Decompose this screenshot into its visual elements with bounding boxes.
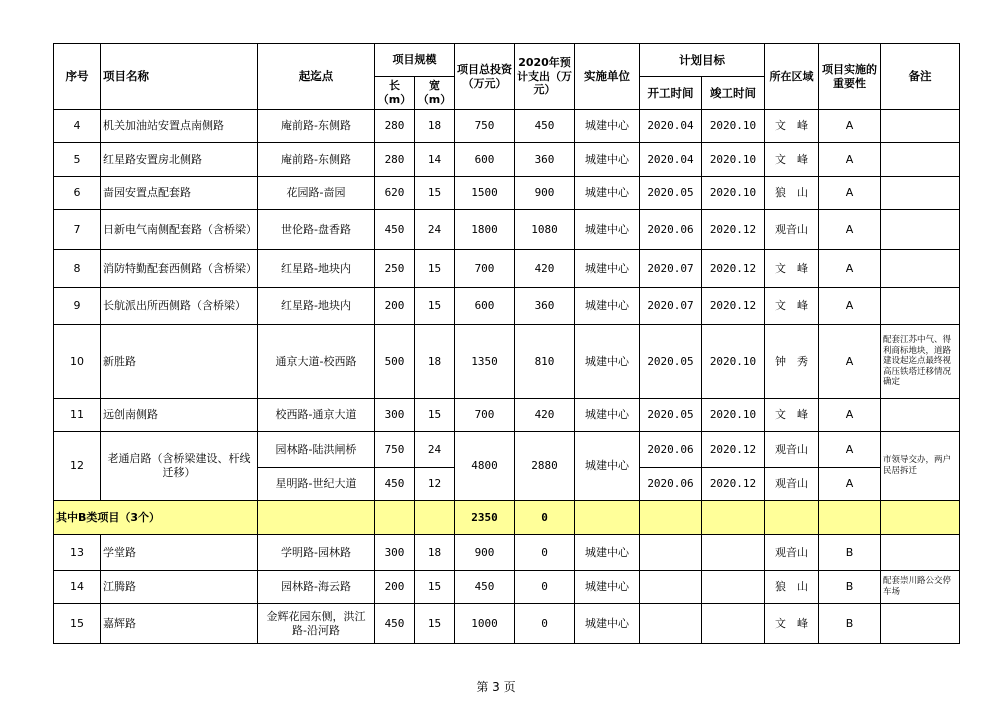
cell-empty	[375, 501, 415, 535]
cell-route: 庵前路-东侧路	[258, 110, 375, 143]
table-row	[54, 604, 960, 644]
cell-investment: 600	[455, 143, 515, 177]
cell-unit: 城建中心	[575, 399, 640, 432]
cell-end: 2020.10	[702, 143, 765, 177]
cell-route: 红星路-地块内	[258, 250, 375, 288]
cell-end: 2020.10	[702, 399, 765, 432]
cell-importance: B	[819, 571, 881, 604]
cell-unit: 城建中心	[575, 325, 640, 399]
cell-area: 观音山	[765, 210, 819, 250]
cell-width: 24	[415, 432, 455, 468]
cell-remark	[881, 288, 960, 325]
table-row	[54, 399, 960, 432]
header-length: 长（m）	[375, 77, 415, 110]
cell-route: 庵前路-东侧路	[258, 143, 375, 177]
header-plan: 计划目标	[640, 44, 765, 77]
subtotal-label: 其中B类项目（3个）	[54, 501, 258, 535]
cell-area: 文 峰	[765, 399, 819, 432]
cell-seq: 10	[54, 325, 101, 399]
cell-unit: 城建中心	[575, 143, 640, 177]
cell-width: 18	[415, 535, 455, 571]
cell-route: 金辉花园东侧，洪江路-沿河路	[258, 604, 375, 644]
table-row	[54, 177, 960, 210]
header-expense: 2020年预计支出（万元）	[515, 44, 575, 110]
cell-length: 450	[375, 210, 415, 250]
table-row	[54, 210, 960, 250]
cell-investment: 900	[455, 535, 515, 571]
cell-area: 文 峰	[765, 110, 819, 143]
cell-area: 狼 山	[765, 571, 819, 604]
cell-unit: 城建中心	[575, 110, 640, 143]
cell-remark: 市领导交办，两户民居拆迁	[881, 432, 960, 501]
cell-investment: 750	[455, 110, 515, 143]
cell-length: 300	[375, 399, 415, 432]
cell-width: 18	[415, 110, 455, 143]
table-row	[54, 250, 960, 288]
cell-remark	[881, 604, 960, 644]
cell-importance: B	[819, 535, 881, 571]
cell-investment: 4800	[455, 432, 515, 501]
cell-seq: 14	[54, 571, 101, 604]
cell-seq: 4	[54, 110, 101, 143]
table-row	[54, 571, 960, 604]
cell-empty	[415, 501, 455, 535]
cell-width: 15	[415, 250, 455, 288]
cell-name: 嘉辉路	[101, 604, 258, 644]
cell-start: 2020.05	[640, 177, 702, 210]
table-row	[54, 143, 960, 177]
cell-length: 280	[375, 143, 415, 177]
header-route: 起迄点	[258, 44, 375, 110]
cell-start: 2020.05	[640, 325, 702, 399]
cell-remark: 配套江苏中气、得利商标地块，道路建设起迄点最终视高压铁塔迁移情况确定	[881, 325, 960, 399]
cell-start: 2020.04	[640, 110, 702, 143]
cell-investment: 600	[455, 288, 515, 325]
cell-seq: 11	[54, 399, 101, 432]
cell-remark	[881, 210, 960, 250]
cell-name: 江腾路	[101, 571, 258, 604]
cell-area: 观音山	[765, 432, 819, 468]
cell-seq: 8	[54, 250, 101, 288]
cell-route: 通京大道-校西路	[258, 325, 375, 399]
cell-area: 观音山	[765, 468, 819, 501]
cell-route: 星明路-世纪大道	[258, 468, 375, 501]
cell-start	[640, 604, 702, 644]
cell-start: 2020.06	[640, 432, 702, 468]
cell-importance: A	[819, 177, 881, 210]
cell-end: 2020.10	[702, 110, 765, 143]
cell-end: 2020.10	[702, 177, 765, 210]
cell-seq: 12	[54, 432, 101, 501]
cell-length: 280	[375, 110, 415, 143]
cell-importance: A	[819, 210, 881, 250]
cell-seq: 7	[54, 210, 101, 250]
cell-empty	[881, 501, 960, 535]
cell-expense: 810	[515, 325, 575, 399]
header-width: 宽（m）	[415, 77, 455, 110]
cell-name: 新胜路	[101, 325, 258, 399]
cell-expense: 900	[515, 177, 575, 210]
cell-route: 园林路-海云路	[258, 571, 375, 604]
cell-length: 300	[375, 535, 415, 571]
cell-empty	[765, 501, 819, 535]
cell-end	[702, 571, 765, 604]
cell-expense: 360	[515, 288, 575, 325]
cell-length: 750	[375, 432, 415, 468]
cell-end	[702, 535, 765, 571]
cell-length: 450	[375, 604, 415, 644]
cell-expense: 420	[515, 399, 575, 432]
project-table	[53, 43, 960, 644]
subtotal-expense: 0	[515, 501, 575, 535]
cell-remark	[881, 399, 960, 432]
cell-unit: 城建中心	[575, 250, 640, 288]
table-row	[54, 325, 960, 399]
cell-investment: 1000	[455, 604, 515, 644]
header-end: 竣工时间	[702, 77, 765, 110]
cell-unit: 城建中心	[575, 571, 640, 604]
cell-importance: B	[819, 604, 881, 644]
cell-start: 2020.07	[640, 250, 702, 288]
cell-importance: A	[819, 250, 881, 288]
cell-seq: 13	[54, 535, 101, 571]
cell-length: 500	[375, 325, 415, 399]
cell-name: 学堂路	[101, 535, 258, 571]
cell-expense: 360	[515, 143, 575, 177]
cell-length: 450	[375, 468, 415, 501]
cell-expense: 420	[515, 250, 575, 288]
cell-end: 2020.12	[702, 432, 765, 468]
cell-name: 日新电气南侧配套路（含桥梁）	[101, 210, 258, 250]
cell-width: 14	[415, 143, 455, 177]
cell-area: 钟 秀	[765, 325, 819, 399]
cell-start: 2020.04	[640, 143, 702, 177]
cell-importance: A	[819, 432, 881, 468]
cell-route: 校西路-通京大道	[258, 399, 375, 432]
cell-empty	[819, 501, 881, 535]
cell-width: 15	[415, 177, 455, 210]
cell-remark	[881, 143, 960, 177]
cell-length: 200	[375, 571, 415, 604]
cell-importance: A	[819, 325, 881, 399]
cell-unit: 城建中心	[575, 288, 640, 325]
header-start: 开工时间	[640, 77, 702, 110]
cell-end: 2020.12	[702, 250, 765, 288]
cell-name: 老通启路（含桥梁建设、杆线迁移）	[101, 432, 258, 501]
cell-end: 2020.12	[702, 288, 765, 325]
cell-unit: 城建中心	[575, 432, 640, 501]
cell-route: 花园路-啬园	[258, 177, 375, 210]
cell-name: 远创南侧路	[101, 399, 258, 432]
cell-seq: 6	[54, 177, 101, 210]
cell-importance: A	[819, 399, 881, 432]
table-row	[54, 432, 960, 468]
subtotal-row	[54, 501, 960, 535]
cell-investment: 1350	[455, 325, 515, 399]
cell-route: 红星路-地块内	[258, 288, 375, 325]
cell-investment: 1500	[455, 177, 515, 210]
header-seq: 序号	[54, 44, 101, 110]
cell-remark: 配套崇川路公交停车场	[881, 571, 960, 604]
cell-width: 18	[415, 325, 455, 399]
cell-remark	[881, 250, 960, 288]
cell-name: 消防特勤配套西侧路（含桥梁）	[101, 250, 258, 288]
page-number: 第 3 页	[476, 680, 516, 694]
cell-width: 12	[415, 468, 455, 501]
subtotal-investment: 2350	[455, 501, 515, 535]
cell-investment: 1800	[455, 210, 515, 250]
header-scale: 项目规模	[375, 44, 455, 77]
cell-investment: 700	[455, 250, 515, 288]
table-row	[54, 110, 960, 143]
header-name: 项目名称	[101, 44, 258, 110]
cell-seq: 5	[54, 143, 101, 177]
cell-start: 2020.07	[640, 288, 702, 325]
cell-route: 园林路-陆洪闸桥	[258, 432, 375, 468]
header-unit: 实施单位	[575, 44, 640, 110]
cell-name: 红星路安置房北侧路	[101, 143, 258, 177]
cell-expense: 1080	[515, 210, 575, 250]
cell-seq: 9	[54, 288, 101, 325]
cell-empty	[575, 501, 640, 535]
cell-unit: 城建中心	[575, 535, 640, 571]
cell-width: 15	[415, 571, 455, 604]
cell-name: 机关加油站安置点南侧路	[101, 110, 258, 143]
cell-start	[640, 571, 702, 604]
cell-expense: 450	[515, 110, 575, 143]
cell-expense: 0	[515, 604, 575, 644]
cell-remark	[881, 535, 960, 571]
header-area: 所在区域	[765, 44, 819, 110]
cell-start: 2020.06	[640, 468, 702, 501]
cell-width: 15	[415, 288, 455, 325]
table-row	[54, 288, 960, 325]
cell-empty	[258, 501, 375, 535]
cell-importance: A	[819, 143, 881, 177]
cell-seq: 15	[54, 604, 101, 644]
cell-unit: 城建中心	[575, 604, 640, 644]
cell-expense: 0	[515, 571, 575, 604]
cell-start: 2020.06	[640, 210, 702, 250]
cell-width: 24	[415, 210, 455, 250]
cell-investment: 700	[455, 399, 515, 432]
header-investment: 项目总投资（万元）	[455, 44, 515, 110]
cell-route: 世伦路-盘香路	[258, 210, 375, 250]
cell-area: 文 峰	[765, 604, 819, 644]
cell-name: 长航派出所西侧路（含桥梁）	[101, 288, 258, 325]
cell-remark	[881, 177, 960, 210]
cell-empty	[640, 501, 702, 535]
cell-area: 文 峰	[765, 250, 819, 288]
cell-area: 文 峰	[765, 288, 819, 325]
cell-route: 学明路-园林路	[258, 535, 375, 571]
cell-name: 啬园安置点配套路	[101, 177, 258, 210]
cell-end	[702, 604, 765, 644]
cell-end: 2020.12	[702, 210, 765, 250]
cell-area: 文 峰	[765, 143, 819, 177]
cell-importance: A	[819, 468, 881, 501]
cell-importance: A	[819, 288, 881, 325]
cell-unit: 城建中心	[575, 210, 640, 250]
cell-width: 15	[415, 399, 455, 432]
cell-length: 620	[375, 177, 415, 210]
cell-start	[640, 535, 702, 571]
cell-expense: 2880	[515, 432, 575, 501]
cell-unit: 城建中心	[575, 177, 640, 210]
cell-importance: A	[819, 110, 881, 143]
cell-empty	[702, 501, 765, 535]
cell-width: 15	[415, 604, 455, 644]
cell-area: 狼 山	[765, 177, 819, 210]
cell-end: 2020.12	[702, 468, 765, 501]
cell-start: 2020.05	[640, 399, 702, 432]
header-remark: 备注	[881, 44, 960, 110]
header-importance: 项目实施的重要性	[819, 44, 881, 110]
table-row	[54, 535, 960, 571]
cell-length: 250	[375, 250, 415, 288]
cell-area: 观音山	[765, 535, 819, 571]
cell-investment: 450	[455, 571, 515, 604]
cell-expense: 0	[515, 535, 575, 571]
cell-end: 2020.10	[702, 325, 765, 399]
cell-length: 200	[375, 288, 415, 325]
cell-remark	[881, 110, 960, 143]
